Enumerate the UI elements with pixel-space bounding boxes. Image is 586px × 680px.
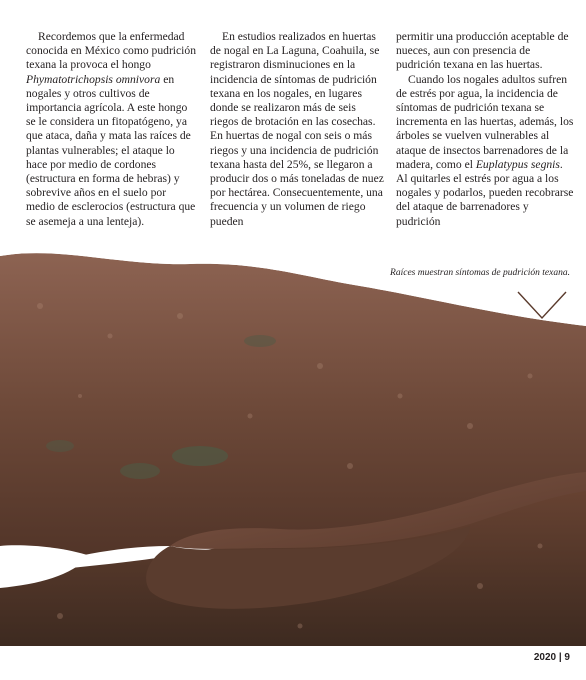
- paragraph: En estudios realizados en huertas de nogal en La Laguna, Coahuila, se registraron disminuciones en la incidencia de síntomas de pudrición texana en los nogales, en lugares donde se realizaron más de seis riegos de brotación en las cosechas. En huertas de nogal con seis o más riegos y una incidencia de pudrición texana hasta del 25%, se llegaron a producir dos o más toneladas de nuez por hectárea. Consecuentemente, una frecuencia y un volumen de riego pueden: [210, 30, 384, 228]
- paragraph: permitir una producción aceptable de nueces, aun con presencia de pudrición texana en las huertas.: [396, 30, 569, 72]
- text-run: . Al quitarles el estrés por agua a los nogales y podarlos, pueden recobrarse del ataque de barrenadores y pudrición: [396, 157, 574, 228]
- caption-text: Raíces muestran síntomas de pudrición texana.: [390, 268, 570, 278]
- text-run: Recordemos que la enfermedad conocida en México como pudrición texana la provoca el hongo: [26, 30, 196, 72]
- root-photo: [0, 246, 586, 646]
- paragraph: [396, 73, 574, 229]
- paragraph: [26, 30, 196, 229]
- page-footer: [0, 646, 586, 680]
- fungus-patch: [172, 446, 228, 466]
- text-run: Cuando los nogales adultos sufren de estrés por agua, la incidencia de síntomas de pudrición texana se incrementa en las huertas, además, los árboles se vuelven vulnerables al ataque de insectos barrenadores de la madera, como el: [396, 72, 574, 171]
- photo-caption: [370, 268, 570, 280]
- species-name: Phymatotrichopsis omnivora: [26, 72, 161, 86]
- fungus-patch: [46, 440, 74, 452]
- root-photo-illustration: [0, 246, 586, 646]
- text-run: en nogales y otros cultivos de importancia agrícola. A este hongo se le considera un fitopatógeno, ya que ataca, daña y mata las raíces de plantas vulnerables; el ataque lo hace por medio de cordones (estructura en forma de hebras) y sobrevive años en el suelo por medio de esclerocios (estructura que se asemeja a una lenteja).: [26, 72, 196, 228]
- page-number: 2020 | 9: [533, 652, 570, 663]
- fungus-patch: [244, 335, 276, 347]
- text-column-1: [26, 30, 196, 229]
- text-column-3: [396, 30, 574, 229]
- species-name: Euplatypus segnis: [475, 157, 560, 171]
- text-column-2: [210, 30, 385, 229]
- fungus-patch: [120, 463, 160, 479]
